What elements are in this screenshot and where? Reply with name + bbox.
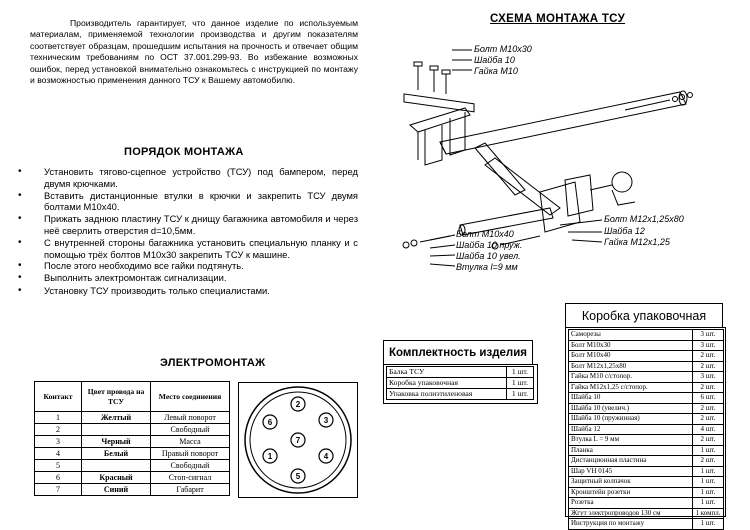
table-row: Болт М12х1,25х80 2 шт. [569, 361, 724, 372]
table-row: 5 Свободный [35, 460, 230, 472]
table-row: Розетка 1 шт. [569, 498, 724, 509]
label-spring-washer: Шайба 10 пруж. [456, 240, 523, 250]
table-row: Шайба 12 4 шт. [569, 424, 724, 435]
table-row: Втулка L = 9 мм 2 шт. [569, 435, 724, 446]
install-title: ПОРЯДОК МОНТАЖА [124, 146, 244, 158]
header-wire-color: Цвет провода на ТСУ [82, 382, 151, 412]
table-row: 1 Желтый Левый поворот [35, 412, 230, 424]
label-nut-m12: Гайка М12х1,25 [604, 237, 670, 247]
table-row: Шайба 10 (пружинная) 2 шт. [569, 414, 724, 425]
label-bolt-m12: Болт М12х1,25х80 [604, 214, 684, 224]
label-nut-m10: Гайка М10 [474, 66, 518, 76]
table-row: 3 Черный Масса [35, 436, 230, 448]
install-step: • Вставить дистанционные втулки в крючки и закрепить ТСУ двумя болтами М10х40. [18, 190, 358, 214]
install-step: • Установку ТСУ производить только специалистами. [18, 285, 358, 297]
table-row: Болт М10х40 2 шт. [569, 351, 724, 362]
label-washer-12: Шайба 12 [604, 226, 645, 236]
label-big-washer: Шайба 10 увел. [456, 251, 521, 261]
install-step: • Выполнить электромонтаж сигнализации. [18, 272, 358, 284]
table-row: 6 Красный Стоп-сигнал [35, 472, 230, 484]
pin-label: 3 [323, 416, 329, 425]
pin-label: 7 [295, 436, 301, 445]
label-washer-10: Шайба 10 [474, 55, 515, 65]
table-row: Кронштейн розетки 1 шт. [569, 487, 724, 498]
table-row: Саморезы 3 шт. [569, 330, 724, 341]
label-bushing: Втулка l=9 мм [456, 262, 518, 272]
table-row: 4 Белый Правый поворот [35, 448, 230, 460]
packing-table [568, 329, 724, 530]
table-row: Защитный колпачок 1 шт. [569, 477, 724, 488]
install-steps-list [18, 166, 358, 297]
table-row: Планка 1 шт. [569, 445, 724, 456]
packing-title: Коробка упаковочная [565, 303, 723, 327]
pin-label: 1 [267, 452, 273, 461]
label-bolt-m10x40: Болт М10х40 [456, 229, 514, 239]
install-step: • Установить тягово-сцепное устройство (ТСУ) под бампером, перед двумя крючками. [18, 166, 358, 190]
table-row: Жгут электропроводов 130 см 1 компл. [569, 508, 724, 519]
header-contact: Контакт [35, 382, 82, 412]
electro-title: ЭЛЕКТРОМОНТАЖ [160, 357, 266, 369]
completeness-table [386, 366, 534, 400]
label-bolt-m10x30: Болт М10х30 [474, 44, 532, 54]
pin-label: 2 [295, 400, 301, 409]
mounting-scheme-drawing [390, 30, 710, 280]
table-row: Гайка М12х1,25 с/стопор. 2 шт. [569, 382, 724, 393]
header-connection: Место соединения [151, 382, 230, 412]
table-row: Шар VH 0145 1 шт. [569, 466, 724, 477]
table-row: Дистанционная пластина 2 шт. [569, 456, 724, 467]
top-bolts-icon [404, 62, 474, 112]
table-row: Балка ТСУ 1 шт. [387, 367, 534, 378]
pin-label: 5 [295, 472, 301, 481]
table-row: Упаковка полиэтиленовая 1 шт. [387, 389, 534, 400]
scheme-title: СХЕМА МОНТАЖА ТСУ [490, 13, 626, 25]
table-row: Болт М10х30 3 шт. [569, 340, 724, 351]
completeness-title: Комплектность изделия [383, 340, 533, 364]
table-row: 7 Синий Габарит [35, 484, 230, 496]
table-row: Коробка упаковочная 1 шт. [387, 378, 534, 389]
install-step: • С внутренней стороны багажника установить специальную планку и с помощью трёх болтов М10х30 закрепить ТСУ к машине. [18, 237, 358, 261]
table-row: Гайка М10 с/стопор. 3 шт. [569, 372, 724, 383]
socket-diagram [238, 382, 358, 498]
table-row: 2 Свободный [35, 424, 230, 436]
table-row: Инструкция по монтажу 1 шт. [569, 519, 724, 530]
table-row: Шайба 10 (увелич.) 2 шт. [569, 403, 724, 414]
pin-label: 6 [267, 418, 273, 427]
install-step: • Прижать заднюю пластину ТСУ к днищу багажника автомобиля и через неё сверлить отверстия d=10,5мм. [18, 213, 358, 237]
table-row: Шайба 10 6 шт. [569, 393, 724, 404]
warranty-text: Производитель гарантирует, что данное изделие по используемым материалам, применяемой технологии производства и другим показателям соответствует образцам, прошедшим испытания на прочность и отвечает общим техническим требованиям по ОСТ 37.001.299-93. Во избежание возможных ошибок, перед установкой внимательно ознакомьтесь с инструкцией по монтажу и возможностью применения данного ТСУ к Вашему автомобилю. [30, 18, 358, 86]
wiring-table [34, 381, 230, 496]
install-step: • После этого необходимо все гайки подтянуть. [18, 260, 358, 272]
pin-label: 4 [323, 452, 329, 461]
